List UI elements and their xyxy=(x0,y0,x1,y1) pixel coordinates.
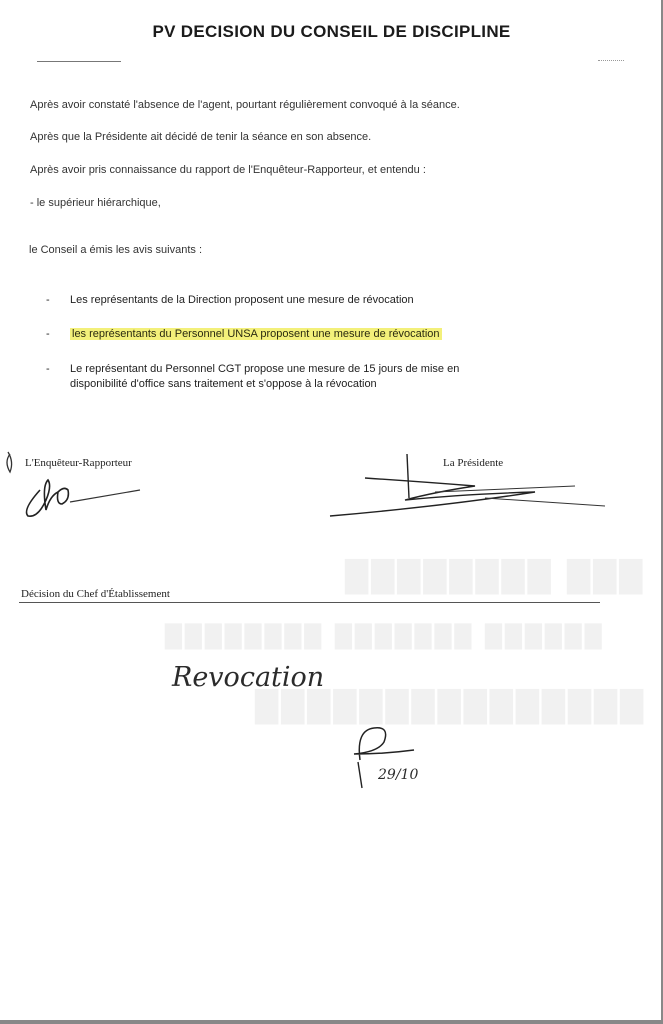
avis-item-cgt-line1: Le représentant du Personnel CGT propose une mesure de 15 jours de mise en xyxy=(70,363,460,375)
paragraph-rapport: Après avoir pris connaissance du rapport de l'Enquêteur-Rapporteur, et entendu : xyxy=(30,164,426,176)
enqueteur-signature xyxy=(0,440,150,530)
bleed-through-shadow: ████████ ███ xyxy=(345,560,646,595)
avis-item-cgt-line2: disponibilité d'office sans traitement et s'oppose à la révocation xyxy=(70,378,377,390)
bullet-marker: - xyxy=(46,328,50,340)
decision-rule xyxy=(19,602,600,603)
decision-date: 29/10 xyxy=(378,767,419,783)
bullet-marker: - xyxy=(46,294,50,306)
page-title: PV DECISION DU CONSEIL DE DISCIPLINE xyxy=(152,22,511,41)
highlighted-text: les représentants du Personnel UNSA proposent une mesure de révocation xyxy=(72,328,440,340)
avis-item-cgt xyxy=(70,362,459,392)
title-dotted-rule xyxy=(598,60,624,61)
avis-item-unsa xyxy=(70,327,442,342)
bleed-through-shadow: ███████████████ xyxy=(255,690,647,725)
paragraph-superieur: - le supérieur hiérarchique, xyxy=(30,197,161,209)
decision-label: Décision du Chef d'Établissement xyxy=(21,588,170,600)
avis-intro: le Conseil a émis les avis suivants : xyxy=(29,244,203,256)
paragraph-absence: Après avoir constaté l'absence de l'agent, pourtant régulièrement convoqué à la séance. xyxy=(30,99,460,111)
avis-item-direction: Les représentants de la Direction proposent une mesure de révocation xyxy=(70,294,414,306)
bullet-marker: - xyxy=(46,363,50,375)
presidente-label: La Présidente xyxy=(443,457,504,469)
bleed-through-shadow: ████████ ███████ ██████ xyxy=(165,625,605,650)
enqueteur-label: L'Enquêteur-Rapporteur xyxy=(25,457,132,469)
title-rule xyxy=(37,61,121,62)
presidente-signature xyxy=(325,452,615,522)
decision-handwritten-text: Revocation xyxy=(172,662,325,693)
paragraph-seance: Après que la Présidente ait décidé de tenir la séance en son absence. xyxy=(30,131,372,143)
